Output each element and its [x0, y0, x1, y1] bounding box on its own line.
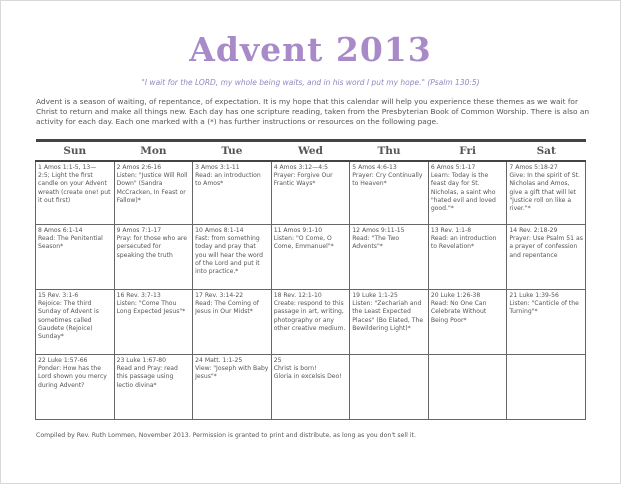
week-row — [36, 225, 586, 290]
day-cell: 9 Amos 7:1-17 Pray: for those who are persecuted for speaking the truth — [114, 225, 193, 290]
day-cell: 18 Rev. 12:1-10 Create: respond to this passage in art, writing, photography or any other creative medium. — [271, 290, 350, 355]
day-cell: 1 Amos 1:1-5, 13— 2:5; Light the first candle on your Advent wreath (create one! put it out first) — [36, 161, 115, 225]
scripture-verse: "I wait for the LORD, my whole being waits, and in his word I put my hope." (Psalm 130:5) — [141, 78, 480, 87]
day-cell: 7 Amos 5:18-27 Give: In the spirit of St. Nicholas and Amos, give a gift that will let "justice roll on like a river."* — [507, 161, 586, 225]
weekday-mon: Mon — [114, 141, 193, 162]
day-cell: 22 Luke 1:57-66 Ponder: How has the Lord shown you mercy during Advent? — [36, 355, 115, 420]
advent-calendar — [35, 139, 586, 420]
day-cell: 12 Amos 9:11-15 Read: "The Two Advents"* — [350, 225, 429, 290]
weekday-thu: Thu — [350, 141, 429, 162]
day-cell-christmas: 25 Christ is born! Gloria in excelsis Deo! — [271, 355, 350, 420]
day-cell: 20 Luke 1:26-38 Read: No One Can Celebrate Without Being Poor* — [428, 290, 507, 355]
day-cell: 24 Matt. 1:1-25 View: "Joseph with Baby Jesus"* — [193, 355, 272, 420]
day-cell: 19 Luke 1:1-25 Listen: "Zechariah and the Least Expected Places" (Bo Elated, The Bewildering Light)* — [350, 290, 429, 355]
day-cell: 6 Amos 5:1-17 Learn: Today is the feast day for St. Nicholas, a saint who "hated evil and loved good."* — [428, 161, 507, 225]
footer-credit: Compiled by Rev. Ruth Lommen, November 2013. Permission is granted to print and distribute, as long as you don't sell it. — [36, 432, 416, 439]
day-cell-empty — [507, 355, 586, 420]
weekday-wed: Wed — [271, 141, 350, 162]
weekday-header-row — [36, 141, 586, 162]
day-cell: 14 Rev. 2:18-29 Prayer: Use Psalm 51 as a prayer of confession and repentance — [507, 225, 586, 290]
day-cell: 4 Amos 3:12—4:5 Prayer: Forgive Our Frantic Ways* — [271, 161, 350, 225]
week-row — [36, 355, 586, 420]
day-cell: 11 Amos 9:1-10 Listen: "O Come, O Come, Emmanuel"* — [271, 225, 350, 290]
weekday-sun: Sun — [36, 141, 115, 162]
page-title: Advent 2013 — [189, 30, 432, 69]
day-cell: 15 Rev. 3:1-6 Rejoice: The third Sunday of Advent is sometimes called Gaudete (Rejoice) Sunday* — [36, 290, 115, 355]
day-cell: 10 Amos 8:1-14 Fast: from something today and pray that you will hear the word of the Lord and put it into practice.* — [193, 225, 272, 290]
day-cell: 3 Amos 3:1-11 Read: an introduction to Amos* — [193, 161, 272, 225]
weekday-sat: Sat — [507, 141, 586, 162]
day-cell: 21 Luke 1:39-56 Listen: "Canticle of the Turning"* — [507, 290, 586, 355]
day-cell: 16 Rev. 3:7-13 Listen: "Come Thou Long Expected Jesus"* — [114, 290, 193, 355]
week-row — [36, 161, 586, 225]
day-cell-empty — [428, 355, 507, 420]
day-cell: 13 Rev. 1:1-8 Read: an introduction to Revelation* — [428, 225, 507, 290]
weekday-fri: Fri — [428, 141, 507, 162]
day-cell: 8 Amos 6:1-14 Read: The Penitential Season* — [36, 225, 115, 290]
day-cell: 23 Luke 1:67-80 Read and Pray: read this passage using lectio divina* — [114, 355, 193, 420]
week-row — [36, 290, 586, 355]
day-cell: 17 Rev. 3:14-22 Read: The Coming of Jesus in Our Midst* — [193, 290, 272, 355]
intro-paragraph: Advent is a season of waiting, of repentance, of expectation. It is my hope that this calendar will help you experience these themes as we wait for Christ to return and make all things new. Each day has one scripture reading, taken from the Presbyterian Book of Common Worship. There is also an activity for each day. Each one marked with a (*) has further instructions or resources on the following page. — [36, 97, 590, 126]
day-cell-empty — [350, 355, 429, 420]
day-cell: 5 Amos 4:6-13 Prayer: Cry Continually to Heaven* — [350, 161, 429, 225]
day-cell: 2 Amos 2:6-16 Listen: "Justice Will Roll Down" (Sandra McCracken, In Feast or Fallow)* — [114, 161, 193, 225]
weekday-tue: Tue — [193, 141, 272, 162]
